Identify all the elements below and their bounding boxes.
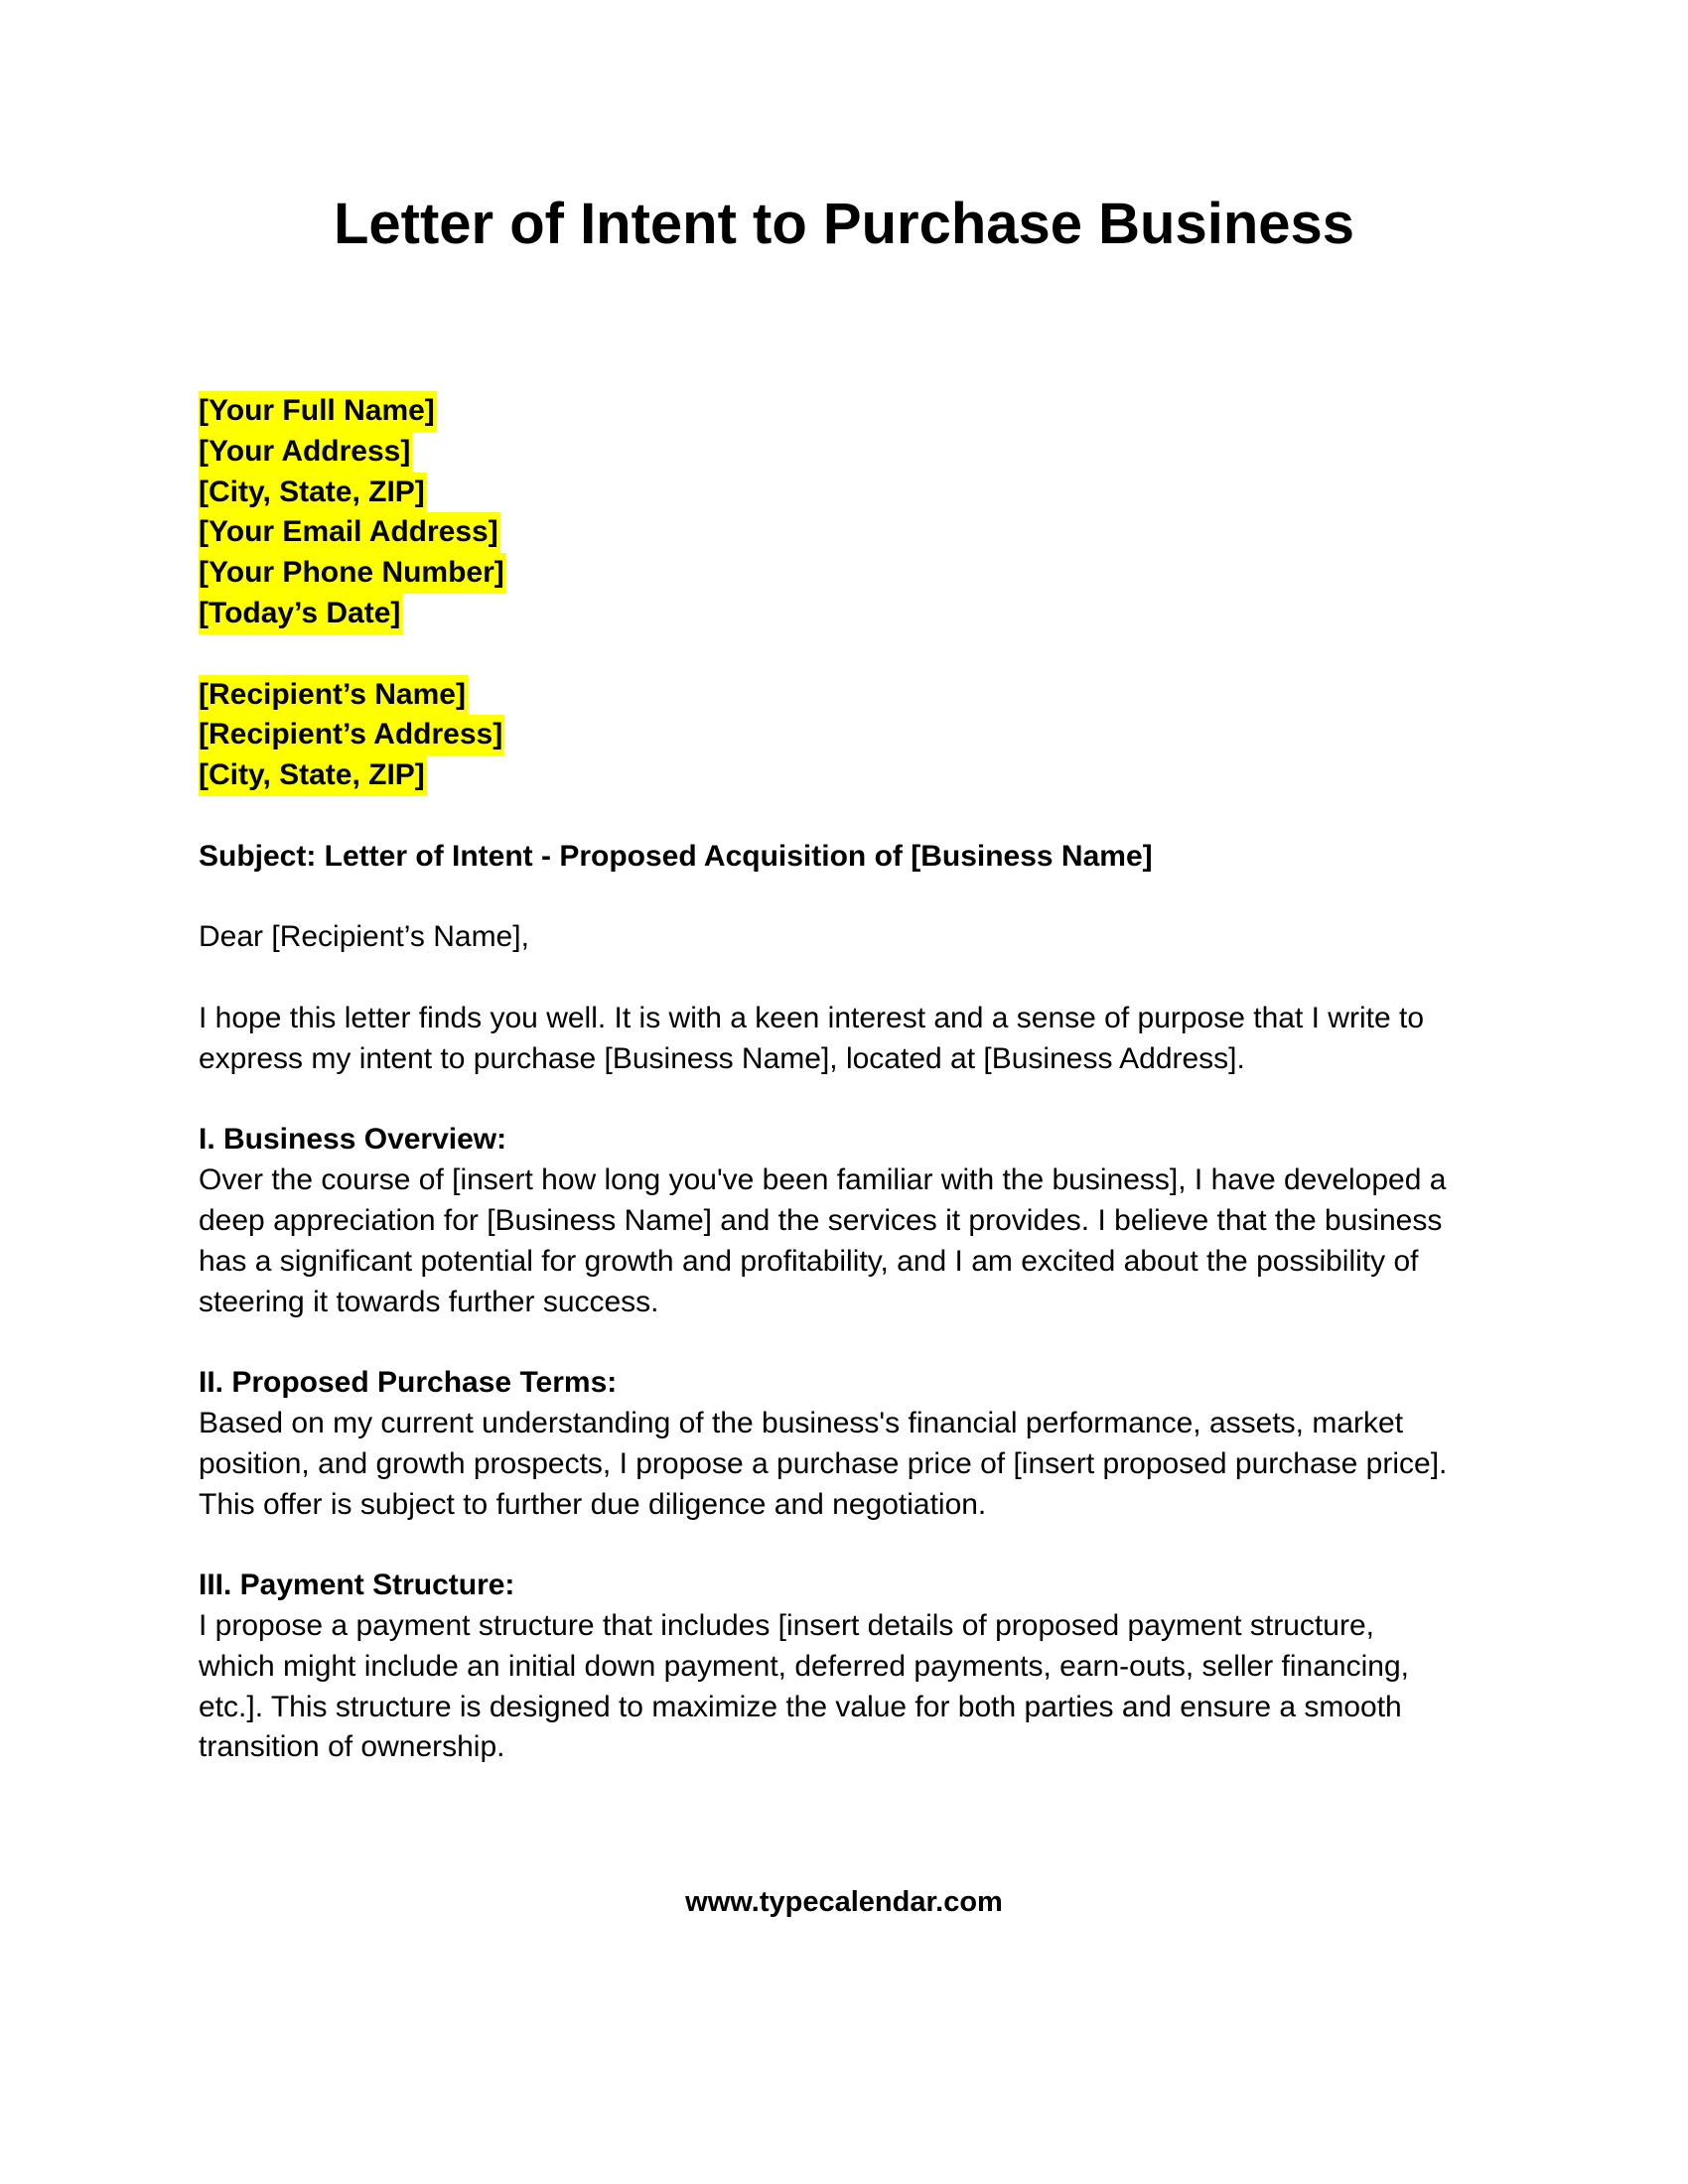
footer-website-link[interactable]: www.typecalendar.com xyxy=(685,1886,1003,1918)
spacer xyxy=(199,1080,1489,1121)
spacer xyxy=(199,878,1489,918)
section-business-overview xyxy=(199,1120,1489,1322)
section-purchase-terms xyxy=(199,1363,1489,1525)
section-heading: I. Business Overview: xyxy=(199,1123,507,1157)
recipient-name: [Recipient’s Name] xyxy=(199,675,468,716)
section-line: This offer is subject to further due diligence and negotiation. xyxy=(199,1487,987,1521)
section-line: position, and growth prospects, I propose a purchase price of [insert proposed purchase price]. xyxy=(199,1446,1448,1480)
section-line: deep appreciation for [Business Name] and the services it provides. I believe that the business xyxy=(199,1203,1443,1237)
intro-line: I hope this letter finds you well. It is with a keen interest and a sense of purpose that I write to xyxy=(199,1001,1424,1034)
document-title: Letter of Intent to Purchase Business xyxy=(333,192,1355,256)
spacer xyxy=(199,958,1489,999)
letter-body xyxy=(199,391,1489,1768)
spacer xyxy=(199,1525,1489,1566)
section-heading: III. Payment Structure: xyxy=(199,1569,515,1602)
section-payment-structure xyxy=(199,1566,1489,1768)
letter-date: [Today’s Date] xyxy=(199,594,402,634)
recipient-block xyxy=(199,675,1489,796)
section-line: Over the course of [insert how long you've been familiar with the business], I have developed a xyxy=(199,1163,1447,1197)
sender-city-state-zip: [City, State, ZIP] xyxy=(199,473,427,513)
section-line: I propose a payment structure that includes [insert details of proposed payment structure, xyxy=(199,1608,1374,1642)
recipient-city-state-zip: [City, State, ZIP] xyxy=(199,755,427,796)
spacer xyxy=(199,1322,1489,1363)
spacer xyxy=(199,796,1489,837)
sender-phone: [Your Phone Number] xyxy=(199,553,506,594)
section-line: has a significant potential for growth and profitability, and I am excited about the possibility of xyxy=(199,1244,1419,1278)
sender-block xyxy=(199,391,1489,634)
section-heading: II. Proposed Purchase Terms: xyxy=(199,1366,618,1400)
sender-email: [Your Email Address] xyxy=(199,512,500,553)
recipient-address: [Recipient’s Address] xyxy=(199,715,504,755)
spacer xyxy=(199,634,1489,675)
section-line: etc.]. This structure is designed to maximize the value for both parties and ensure a smooth xyxy=(199,1690,1402,1723)
section-line: transition of ownership. xyxy=(199,1730,505,1764)
sender-address: [Your Address] xyxy=(199,432,412,473)
salutation: Dear [Recipient’s Name], xyxy=(199,920,529,954)
section-line: steering it towards further success. xyxy=(199,1285,659,1318)
intro-paragraph xyxy=(199,999,1489,1080)
subject-line: Subject: Letter of Intent - Proposed Acquisition of [Business Name] xyxy=(199,839,1153,873)
section-line: which might include an initial down payment, deferred payments, earn-outs, seller financing, xyxy=(199,1649,1409,1683)
sender-name: [Your Full Name] xyxy=(199,391,437,432)
section-line: Based on my current understanding of the business's financial performance, assets, market xyxy=(199,1406,1404,1439)
intro-line: express my intent to purchase [Business Name], located at [Business Address]. xyxy=(199,1041,1245,1075)
